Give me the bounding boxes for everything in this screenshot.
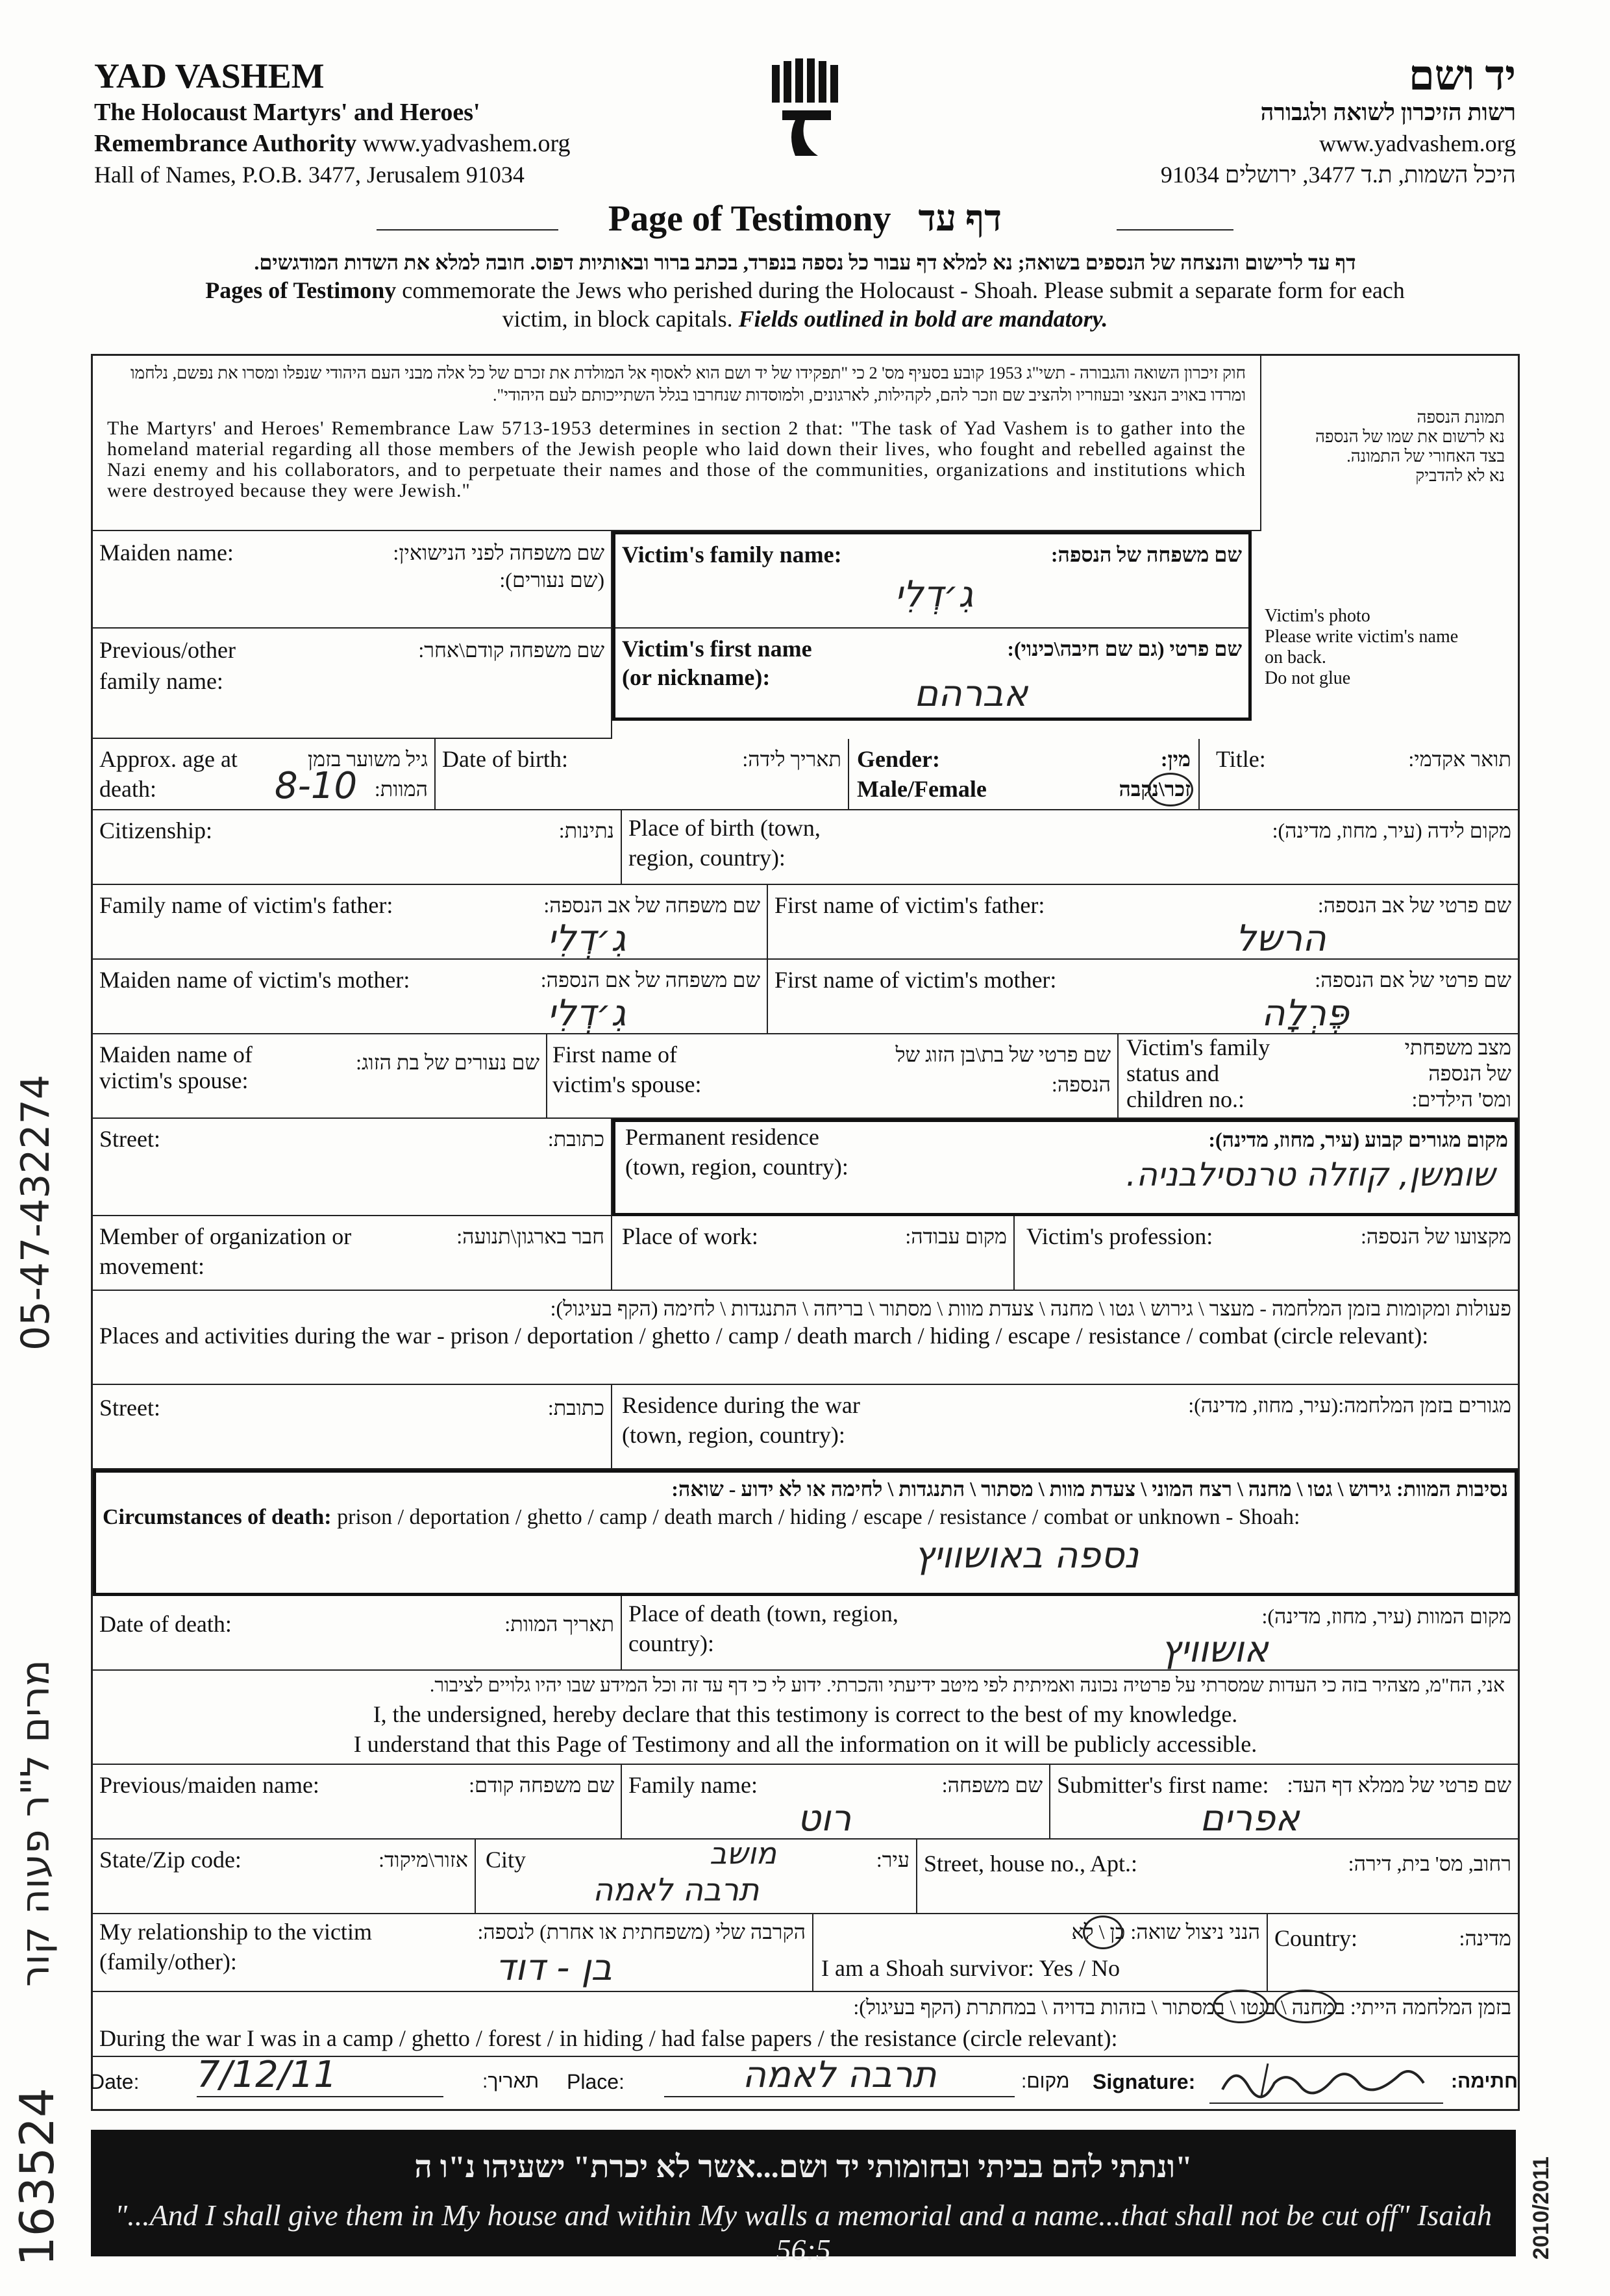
spouse-first-name-field[interactable]: First name of victim's spouse: שם פרטי של בת\בן הזוג של הנספה:: [547, 1034, 1119, 1119]
motto-hebrew: "ונתתי להם בביתי ובחומותי יד ושם...אשר לא יכרת" ישעיהו נ"ו ה: [414, 2150, 1193, 2184]
place-of-birth-field[interactable]: Place of birth (town, region, country): מקום לידה (עיר, מחוז, מדינה):: [622, 810, 1518, 885]
law-hebrew: חוק זיכרון השואה והגבורה - תשי"ג 1953 קובע בסעיף מס' 2 כי "תפקידו של יד ושם הוא לאסוף אל המולדת את זכרם של כל אלה מבני העם היהודי שנפלו ומסרו את נפשם, נלחמו ומרדו באויב הנאצי ובעוזריו ולהציב שם וזכר להם, לקהילות, לארגונים, ולמוסדות שנחרבו בגלל השתייכותם לעם היהודי".: [130, 364, 1246, 405]
family-status-field[interactable]: Victim's family status and children no.: מצב משפחתי של הנספה ומס' הילדים:: [1119, 1034, 1518, 1119]
camp-circled-mark: [1274, 1990, 1337, 2023]
first-name-field[interactable]: Victim's first name (or nickname): שם פרטי (גם שם חיבה\כינוי): אברהם: [622, 636, 1242, 715]
permanent-residence-field[interactable]: Permanent residence (town, region, country): מקום מגורים קבוע (עיר, מחוז, מדינה): שומשן, קוזלה טרנסילבניה.: [612, 1119, 1518, 1216]
permanent-residence-value: שומשן, קוזלה טרנסילבניה.: [1126, 1156, 1495, 1193]
gender-field[interactable]: Gender: Male/Female מין: זכר\נקבה: [849, 739, 1200, 810]
date-of-birth-field[interactable]: Date of birth: תאריך לידה:: [436, 739, 849, 810]
mother-first-name-field[interactable]: First name of victim's mother: שם פרטי של אם הנספה: פֶּרְלָה: [768, 960, 1518, 1034]
city-value-1: מושב: [710, 1836, 776, 1871]
address-he: היכל השמות, ת.ד 3477, ירושלים 91034: [1160, 162, 1516, 188]
city-value-2: תרבה לאמה: [593, 1872, 760, 1908]
org-name: YAD VASHEM: [94, 56, 325, 95]
header-hebrew: [945, 55, 1516, 190]
age-value: 8-10: [275, 765, 358, 807]
circumstances-value: נספה באושוויץ: [914, 1534, 1139, 1577]
submitter-first-value: אפרים: [1200, 1797, 1300, 1840]
zip-code-field[interactable]: State/Zip code: אזור\מיקוד:: [93, 1840, 476, 1914]
submitter-first-name-field[interactable]: Submitter's first name: שם פרטי של ממלא דף העד: אפרים: [1050, 1765, 1518, 1840]
first-name-value: אברהם: [914, 673, 1028, 715]
place-of-death-value: אושוויץ: [1161, 1628, 1269, 1671]
org-name-he: יד ושם: [1408, 53, 1516, 99]
margin-note-hebrew: מרים ל"ר פעוה קור: [13, 1660, 58, 1987]
intro-english: Pages of Testimony commemorate the Jews who perished during the Holocaust - Shoah. Please submit a separate form for each victim, in block capitals. Fields outlined in bold are mandatory.: [205, 277, 1405, 332]
website-he: www.yadvashem.org: [1319, 131, 1516, 156]
circumstances-of-death-field[interactable]: נסיבות המוות: גירוש \ גטו \ מחנה \ רצח המוני \ צעדת מוות \ מסתור \ התנגדות \ לחימה או לא ידוע - שואה: Circumstances of death: prison / deportation / ghetto / camp / death march / hiding / escape / resistance / combat or unknown - Shoah: נספה באושוויץ: [93, 1469, 1518, 1596]
authority-line-2: Remembrance Authority www.yadvashem.org: [94, 130, 571, 157]
family-name-value: גִ׳דְלִי: [895, 573, 974, 616]
war-street-field[interactable]: Street: כתובת:: [93, 1385, 612, 1469]
intro-hebrew: דף עד לרישום והנצחה של הנספים בשואה; נא למלא דף עבור כל נספה בנפרד, בכתב ברור ובאותיות דפוס. חובה למלא את השדות המודגשים.: [254, 251, 1356, 274]
motto-english: "...And I shall give them in My house and within My walls a memorial and a name...that shall not be cut off" Isaiah 56:5: [114, 2199, 1492, 2266]
submitter-family-value: רוט: [797, 1797, 852, 1840]
place-of-death-field[interactable]: Place of death (town, region, country): מקום המוות (עיר, מחוז, מדינה): אושוויץ: [622, 1596, 1518, 1671]
city-field[interactable]: City עיר: מושב תרבה לאמה: [476, 1840, 917, 1914]
yad-vashem-logo: [769, 58, 844, 156]
ghetto-circled-mark: [1213, 1990, 1269, 2023]
testimony-form: [91, 354, 1520, 2111]
father-first-name-field[interactable]: First name of victim's father: שם פרטי של אב הנספה: הרשל: [768, 885, 1518, 960]
relationship-field[interactable]: My relationship to the victim (family/other): הקרבה שלי (משפחתית או אחרת) לנספה: בן - דוד: [93, 1914, 813, 1992]
male-circled-mark: [1148, 773, 1193, 806]
place-value: תרבה לאמה: [664, 2054, 1015, 2097]
age-at-death-field[interactable]: Approx. age at death: גיל משוער בזמן המוות: 8-10: [93, 739, 436, 810]
document-number: 163524: [10, 2088, 64, 2266]
signature-row: Date: 7/12/11 תאריך: Place: תרבה לאמה מקום: Signature: חתימה:: [93, 2057, 1518, 2109]
father-first-value: הרשל: [1235, 917, 1326, 960]
mother-first-value: פֶּרְלָה: [1261, 992, 1349, 1034]
date-value: 7/12/11: [197, 2054, 443, 2097]
title-field[interactable]: Title: תואר אקדמי:: [1200, 739, 1518, 810]
survivor-field[interactable]: הנני ניצול שואה: כן \ לא I am a Shoah survivor: Yes / No: [813, 1914, 1268, 1992]
law-english: The Martyrs' and Heroes' Remembrance Law 5713-1953 determines in section 2 that: "The task of Yad Vashem is to gather into the homeland material regarding all those members of the Jewish people who laid down their lives, who fought and rebelled against the Nazi enemy and his collaborators, and to perpetuate their names and those of the communities, organizations and institutions which were destroyed because they were Jewish.": [107, 418, 1246, 501]
mother-maiden-value: גִ׳דְלִי: [547, 992, 626, 1034]
header-english: [94, 55, 665, 190]
profession-field[interactable]: Victim's profession: מקצועו של הנספה:: [1015, 1216, 1518, 1291]
country-field[interactable]: Country: מדינה:: [1268, 1914, 1518, 1992]
signature-value[interactable]: [1209, 2057, 1443, 2104]
family-name-field[interactable]: Victim's family name: שם משפחה של הנספה: גִ׳דְלִי: [615, 534, 1248, 629]
signature-scribble: [1209, 2057, 1443, 2103]
authority-line-1: The Holocaust Martyrs' and Heroes': [94, 99, 480, 126]
date-of-death-field[interactable]: Date of death: תאריך המוות:: [93, 1596, 622, 1671]
address: Hall of Names, P.O.B. 3477, Jerusalem 91034: [94, 162, 525, 188]
website: www.yadvashem.org: [362, 130, 571, 157]
war-activities-field[interactable]: פעולות ומקומות בזמן המלחמה - מעצר \ גירוש \ גטו \ מחנה \ צעדת מוות \ מסתור \ בריחה \ התנגדות \ לחימה (הקף בעיגול): Places and activities during the war - prison / deportation / ghetto / camp / death march / hiding / escape / resistance / combat (circle relevant):: [93, 1291, 1518, 1385]
photo-he: תמונת הנספה נא לרשום את שמו של הנספה בצד האחורי של התמונה. נא לא להדביק: [1315, 408, 1505, 485]
photo-en: Victim's photo Please write victim's name on back. Do not glue: [1265, 606, 1459, 688]
previous-name-field[interactable]: Previous/other family name: שם משפחה קודם\אחר:: [93, 629, 612, 739]
victim-photo-area[interactable]: [1261, 356, 1518, 739]
citizenship-field[interactable]: Citizenship: נתינות:: [93, 810, 622, 885]
war-residence-field[interactable]: Residence during the war (town, region, country): מגורים בזמן המלחמה:(עיר, מחוז, מדינה):: [612, 1385, 1518, 1469]
place-of-work-field[interactable]: Place of work: מקום עבודה:: [612, 1216, 1015, 1291]
law-text: [93, 356, 1261, 531]
organization-field[interactable]: Member of organization or movement: חבר בארגון\תנועה:: [93, 1216, 612, 1291]
mother-maiden-name-field[interactable]: Maiden name of victim's mother: שם משפחה של אם הנספה: גִ׳דְלִי: [93, 960, 768, 1034]
submitter-previous-name-field[interactable]: Previous/maiden name: שם משפחה קודם:: [93, 1765, 622, 1840]
edition-year: 2010/2011: [1529, 2156, 1554, 2260]
margin-note-phone: 05-47-432274: [13, 1074, 58, 1351]
yes-circled-mark: [1083, 1915, 1123, 1949]
authority-he: רשות הזיכרון לשואה ולגבורה: [1260, 99, 1516, 125]
page-title: Page of Testimony דף עד: [608, 199, 1002, 239]
spouse-maiden-name-field[interactable]: Maiden name of victim's spouse: שם נעורים של בת הזוג:: [93, 1034, 547, 1119]
street-field[interactable]: Street: כתובת:: [93, 1119, 612, 1216]
declaration: אני, הח"מ, מצהיר בזה כי העדות שמסרתי על פרטיה נכונה ואמיתית לפי מיטב ידיעתי והכרתי. ידוע לי כי דף עד זה וכל המידע שבו יהיו גלויים לציבור. I, the undersigned, hereby declare that this testimony is correct to the best of my knowledge. I understand that this Page of Testimony and all the information on it will be publicly accessible.: [93, 1671, 1518, 1765]
footer-motto-band: [91, 2130, 1516, 2266]
relationship-value: בן - דוד: [495, 1947, 612, 1989]
father-family-name-field[interactable]: Family name of victim's father: שם משפחה של אב הנספה: גִ׳דְלִי: [93, 885, 768, 960]
street-address-field[interactable]: Street, house no., Apt.: רחוב, מס' בית, דירה:: [917, 1840, 1518, 1914]
submitter-war-experience-field[interactable]: בזמן המלחמה הייתי: במחנה \ בגטו \ במסתור \ בזהות בדויה \ במחתרת (הקף בעיגול): During the war I was in a camp / ghetto / forest / in hiding / had false papers / the resistance (circle relevant):: [93, 1992, 1518, 2057]
submitter-family-name-field[interactable]: Family name: שם משפחה: רוט: [622, 1765, 1050, 1840]
maiden-name-field[interactable]: Maiden name: שם משפחה לפני הנישואין: (שם נעורים):: [93, 531, 612, 629]
father-family-value: גִ׳דְלִי: [547, 917, 626, 960]
